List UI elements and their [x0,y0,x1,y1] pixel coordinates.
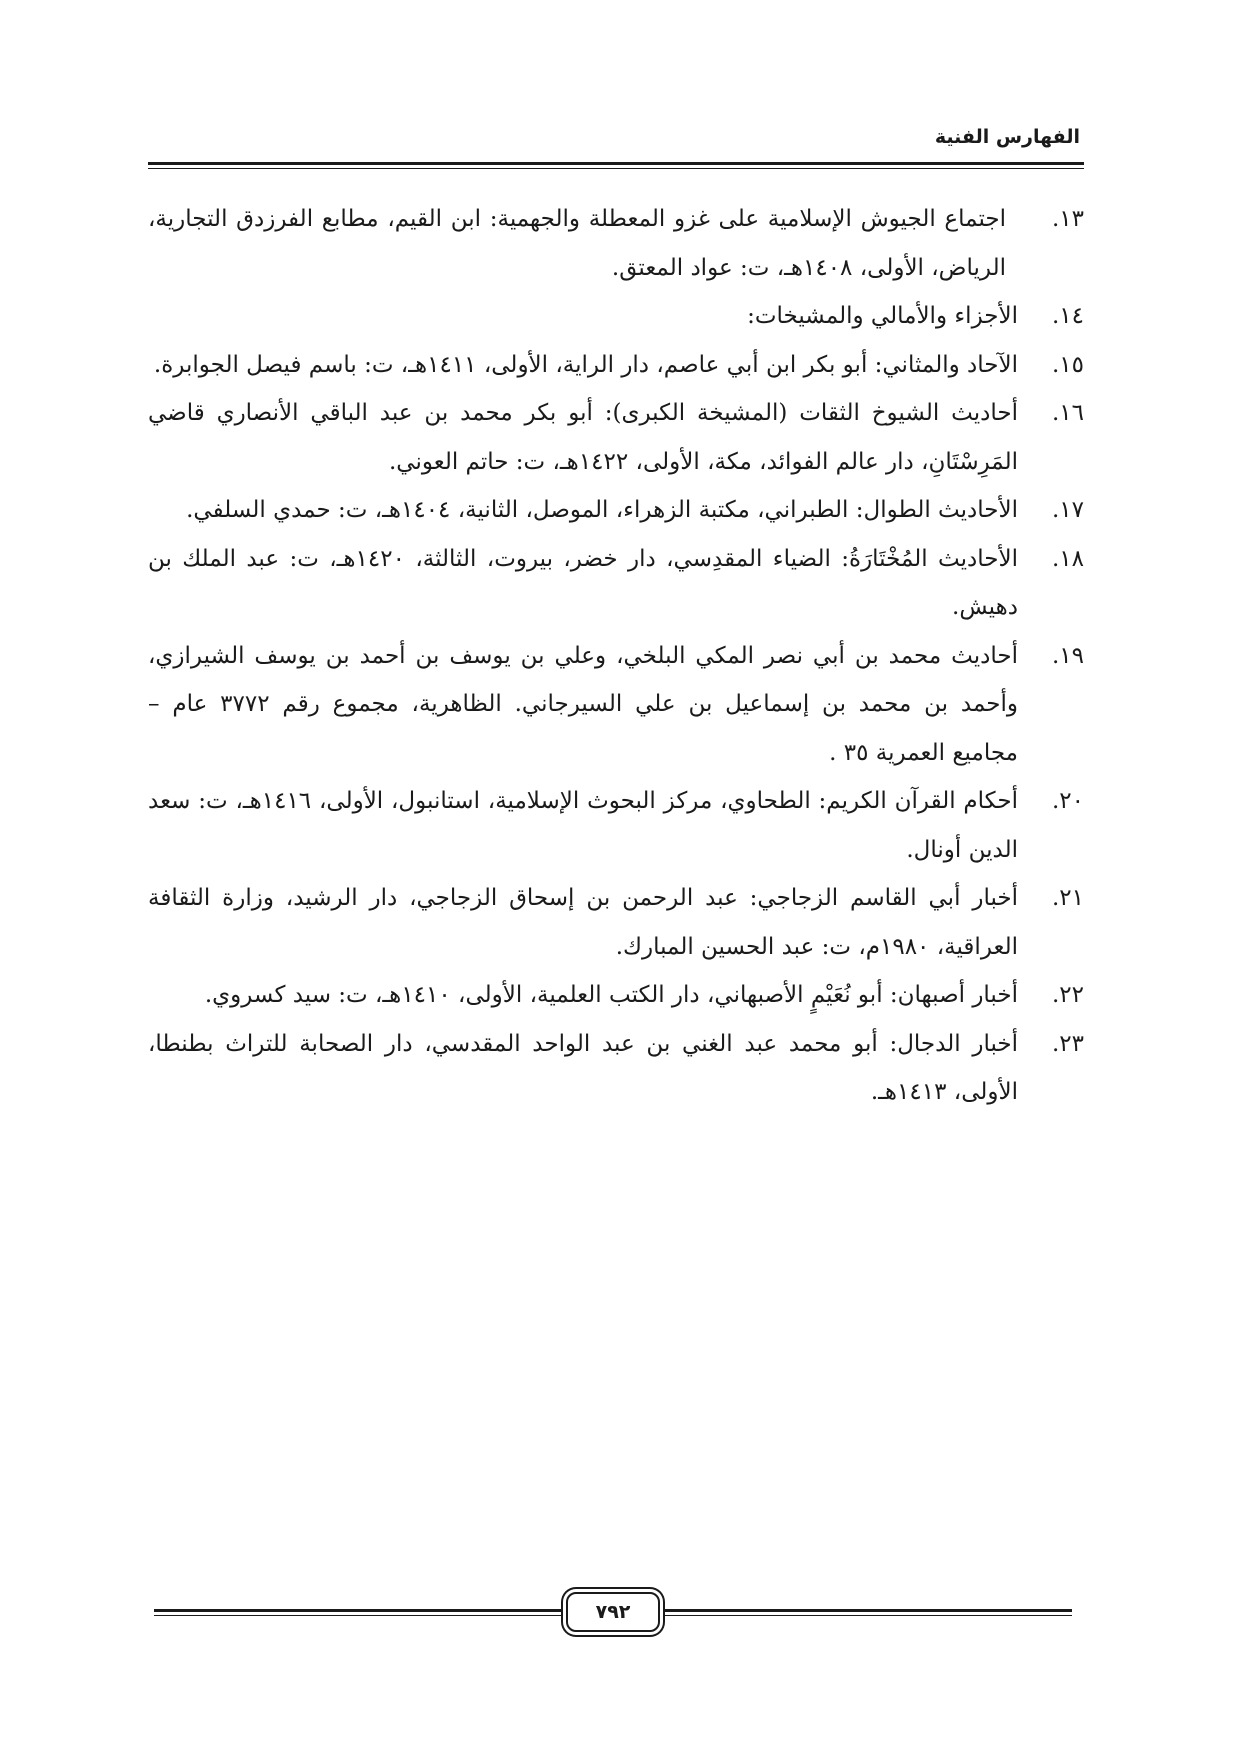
entry-number: ١٤. [1051,303,1084,329]
footer-rule-left [154,1609,566,1616]
entry-number: ١٥. [1051,351,1084,378]
entry-text: أحكام القرآن الكريم: الطحاوي، مركز البحوث الإسلامية، استانبول، الأولى، ١٤١٦هـ، ت: سعد الدين أونال. [148,788,1018,863]
entry-text: أخبار أصبهان: أبو نُعَيْمٍ الأصبهاني، دار الكتب العلمية، الأولى، ١٤١٠هـ، ت: سيد كسروي. [204,982,1018,1008]
entry-number: ٢٣. [1051,1030,1084,1057]
list-item [148,389,1084,486]
entry-number: ٢١. [1051,885,1084,911]
list-item [148,486,1084,535]
entry-number: ٢٢. [1051,982,1084,1008]
entry-number: ١٦. [1051,400,1084,426]
entry-text: أخبار الدجال: أبو محمد عبد الغني بن عبد الواحد المقدسي، دار الصحابة للتراث بطنطا، الأولى، ١٤١٣هـ. [148,1030,1018,1105]
list-item [148,971,1084,1020]
list-item [148,1020,1084,1117]
entry-number: ١٧. [1051,497,1084,523]
list-item [148,341,1084,390]
entry-number: ١٨. [1051,545,1084,572]
entry-text: الأحاديث الطوال: الطبراني، مكتبة الزهراء، الموصل، الثانية، ١٤٠٤هـ، ت: حمدي السلفي. [186,497,1018,523]
running-header: الفهارس الفنية [934,126,1080,148]
entry-text: أخبار أبي القاسم الزجاجي: عبد الرحمن بن إسحاق الزجاجي، دار الرشيد، وزارة الثقافة العراقية، ١٩٨٠م، ت: عبد الحسين المبارك. [148,885,1018,960]
entry-text: اجتماع الجيوش الإسلامية على غزو المعطلة والجهمية: ابن القيم، مطابع الفرزدق التجارية، الرياض، الأولى، ١٤٠٨هـ، ت: عواد المعتق. [148,206,1006,281]
entry-text: الأجزاء والأمالي والمشيخات: [747,303,1018,329]
entry-text: الآحاد والمثاني: أبو بكر ابن أبي عاصم، دار الراية، الأولى، ١٤١١هـ، ت: باسم فيصل الجوابرة. [153,351,1018,378]
bibliography-list [148,195,1084,1117]
entry-number: ١٣. [1051,206,1084,232]
list-item [148,292,1084,341]
footer-rule-right [656,1609,1072,1616]
list-item [148,195,1084,292]
list-item [148,874,1084,971]
list-item [148,535,1084,632]
entry-number: ٢٠. [1051,788,1084,814]
list-item [148,777,1084,874]
header-double-rule [148,162,1084,169]
page-number: ٧٩٢ [566,1592,660,1632]
entry-text: أحاديث محمد بن أبي نصر المكي البلخي، وعلي بن يوسف بن أحمد بن يوسف الشيرازي، وأحمد بن محمد بن إسماعيل بن علي السيرجاني. الظاهرية، مجموع رقم ٣٧٧٢ عام – مجاميع العمرية ٣٥ . [148,642,1018,766]
entry-text: أحاديث الشيوخ الثقات (المشيخة الكبرى): أبو بكر محمد بن عبد الباقي الأنصاري قاضي المَرِسْتَانِ، دار عالم الفوائد، مكة، الأولى، ١٤٢٢هـ، ت: حاتم العوني. [148,400,1018,475]
entry-text: الأحاديث المُخْتَارَةُ: الضياء المقدِسي، دار خضر، بيروت، الثالثة، ١٤٢٠هـ، ت: عبد الملك بن دهيش. [148,545,1018,620]
list-item [148,632,1084,778]
entry-number: ١٩. [1051,642,1084,669]
